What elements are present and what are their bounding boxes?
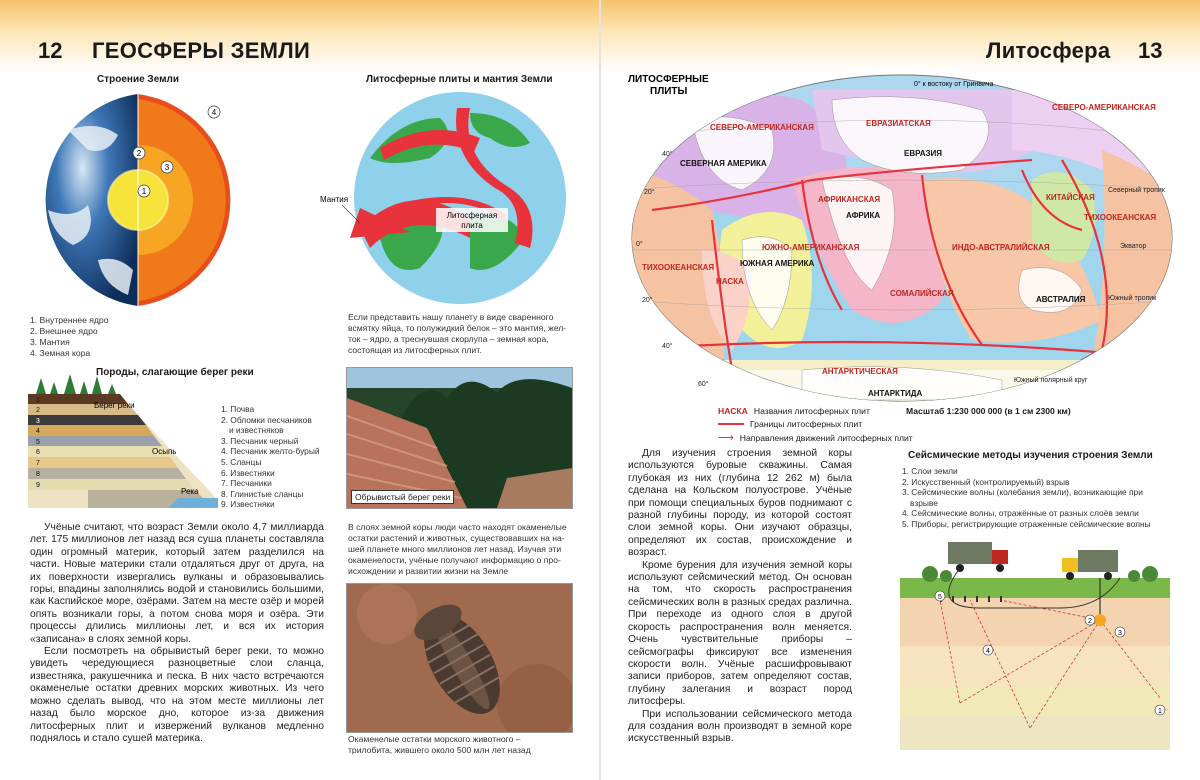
earth-structure-diagram (28, 90, 253, 308)
left-body-text: Учёные считают, что возраст Земли около 4,7 миллиарда лет. 175 миллионов лет назад вся суша планеты составляла один огромный материк, который затем разделился на части. Новые материки стали отдаляться друг от друга, на их поверхности извергались вулканы и образовывались горы, впадины заполнялись водой и становились большими, как Каспийское море, озёрами. Затем на месте озёр и морей опять возникали горы, а потом снова моря и озёра. Эти процессы длились миллионы лет, и вся их история «записана» в слоях земной коры. Если посмотреть на обрывистый берег реки, то можно увидеть чередующиеся разноцветные слои сланца, известняка, ракушечника и песка. В них часто встречаются окаменелые остатки древних морских животных. Из чего можно сделать вывод, что на этом месте миллионы лет назад было морское дно, которое из-за движения литосферных плит и извержений вулканов медленно поднялось и стало сушей материка. (30, 522, 324, 744)
deg-4: 40° (662, 343, 673, 350)
marker-4: 4 (211, 108, 217, 117)
map-title-2: ПЛИТЫ (650, 86, 688, 97)
label-mantle: Мантия (320, 195, 349, 204)
fossil-caption: Окаменелые остатки морского животного – трилобита, жившего около 500 млн лет назад (348, 734, 531, 755)
seismic-marker-3: 3 (1118, 630, 1122, 637)
plate-label-6: ТИХООКЕАНСКАЯ (642, 263, 715, 272)
deg-3: 20° (642, 297, 653, 304)
deg-5: 60° (698, 381, 709, 388)
layer-num-6: 6 (36, 449, 40, 456)
layer-num-8: 8 (36, 471, 40, 478)
plate-label-5: ИНДО-АВСТРАЛИЙСКАЯ (952, 243, 1050, 252)
label-river-bank: Берег реки (94, 401, 135, 410)
continent-1: ЕВРАЗИЯ (904, 149, 943, 158)
arrow-icon: ⟶ (718, 432, 734, 444)
marker-1: 1 (141, 187, 147, 196)
line-equator: Экватор (1120, 243, 1147, 250)
legend-sample: НАСКА (718, 406, 748, 416)
rocks-title: Породы, слагающие берег реки (96, 367, 254, 378)
seismic-marker-5: 5 (938, 594, 942, 601)
plates-mantle-title: Литосферные плиты и мантия Земли (366, 74, 553, 85)
plate-label-9: АНТАРКТИЧЕСКАЯ (822, 367, 898, 376)
continent-0: СЕВЕРНАЯ АМЕРИКА (680, 159, 767, 168)
line-south-tropic: Южный тропик (1108, 295, 1157, 302)
seismic-marker-4: 4 (986, 648, 990, 655)
lithosphere-plates-map (622, 70, 1178, 405)
label-river: Река (181, 487, 199, 496)
rocks-list: 1. Почва 2. Обломки песчаников и известняков 3. Песчаник черный 4. Песчаник желто-бурый 5. Сланцы 6. Известняки 7. Песчаники 8. Глинистые сланцы 9. Известняки (221, 404, 320, 510)
page-number-left: 12 (38, 38, 63, 63)
page-title-right: Литосфера (986, 38, 1111, 63)
map-title-1: ЛИТОСФЕРНЫЕ (628, 74, 709, 85)
legend-names: НАСКА Названия литосферных плит (718, 406, 870, 416)
continent-2: АФРИКА (846, 211, 881, 220)
marker-3: 3 (164, 163, 170, 172)
plate-label-0: СЕВЕРО-АМЕРИКАНСКАЯ (710, 123, 814, 132)
layer-num-5: 5 (36, 439, 40, 446)
earth-structure-legend: 1. Внутреннее ядро 2. Внешнее ядро 3. Мантия 4. Земная кора (30, 315, 109, 358)
layer-num-1: 1 (36, 397, 40, 404)
layer-num-3: 3 (36, 418, 40, 425)
fossil-text: В слоях земной коры люди часто находят окаменелые остатки растений и животных, существовавших на на- шей планете много миллионов лет назад. Изучая эти окаменелости, учёные получают информацию о про- исхождении и развитии жизни на Земле (348, 522, 567, 576)
seismic-marker-2: 2 (1088, 618, 1092, 625)
border-line-icon (718, 423, 744, 425)
river-bank-diagram (28, 370, 218, 508)
line-north-tropic: Северный тропик (1108, 187, 1165, 194)
trilobite-photo (346, 583, 573, 733)
river-bank-photo (346, 367, 573, 509)
map-greenwich: 0° к востоку от Гринвича (914, 81, 994, 88)
plates-mantle-diagram (320, 88, 575, 308)
layer-num-2: 2 (36, 407, 40, 414)
layer-num-4: 4 (36, 428, 40, 435)
deg-2: 0° (636, 241, 643, 248)
continent-5: АНТАРКТИДА (868, 389, 923, 398)
page-number-right: 13 (1138, 38, 1163, 63)
seismic-title: Сейсмические методы изучения строения Земли (908, 450, 1153, 461)
label-scree: Осыпь (152, 447, 177, 456)
layer-num-7: 7 (36, 460, 40, 467)
label-plate-1: Литосферная (446, 211, 498, 220)
plate-label-11: КИТАЙСКАЯ (1046, 193, 1095, 202)
layer-num-9: 9 (36, 482, 40, 489)
plate-label-7: ТИХООКЕАНСКАЯ (1084, 213, 1157, 222)
seismic-marker-1: 1 (1158, 708, 1162, 715)
line-south-polar: Южный полярный круг (1014, 377, 1088, 384)
plate-label-1: ЕВРАЗИАТСКАЯ (866, 119, 931, 128)
legend-borders: Границы литосферных плит (718, 419, 862, 429)
plate-label-3: АФРИКАНСКАЯ (818, 195, 881, 204)
plate-label-10: СОМАЛИЙСКАЯ (890, 289, 954, 298)
page-gutter (599, 0, 601, 780)
label-plate-2: плита (461, 221, 483, 230)
right-body-text: Для изучения строения земной коры используются буровые скважины. Самая глубокая из них (глубина 12 262 м) была сделана на Кольском полуострове. Учёные при помощи специальных буров поднимают с разной глубины породу, из которой состоят слои земной коры. Они изучают образцы, определяют их состав, происхождение и возраст. Кроме бурения для изучения земной коры используют сейсмический метод. Он основан на том, что скорость распространения сейсмических волн в разных средах различна. При переходе из одного слоя в другой скорость распространения волн меняется. Очень чувствительные приборы – сейсмографы фиксируют все изменения скорости волн. Учёные расшифровывают записи приборов, затем определяют состав, глубину залегания и возраст пород литосферы. При использовании сейсмического метода для создания волн производят в земной коре искусственный взрыв. (628, 448, 852, 745)
plate-label-2: СЕВЕРО-АМЕРИКАНСКАЯ (1052, 103, 1156, 112)
marker-2: 2 (136, 149, 142, 158)
seismic-diagram (900, 538, 1170, 750)
continent-4: АВСТРАЛИЯ (1036, 295, 1086, 304)
continent-3: ЮЖНАЯ АМЕРИКА (740, 259, 815, 268)
seismic-list: 1. Слои земли 2. Искусственный (контролируемый) взрыв 3. Сейсмические волны (колебания земли), возникающие при взрыве 4. Сейсмические волны, отражённые от разных слоёв земли 5. Приборы, регистрирующие отраженные сейсмические волны (902, 466, 1151, 529)
earth-structure-title: Строение Земли (97, 74, 180, 85)
legend-directions: ⟶ Направления движений литосферных плит (718, 432, 913, 444)
map-scale: Масштаб 1:230 000 000 (в 1 см 2300 км) (906, 406, 1071, 416)
deg-0: 40° (662, 151, 673, 158)
plate-label-4: ЮЖНО-АМЕРИКАНСКАЯ (762, 243, 860, 252)
photo-caption: Обрывистый берег реки (351, 490, 454, 504)
plate-label-8: НАСКА (716, 277, 744, 286)
page-title-left: ГЕОСФЕРЫ ЗЕМЛИ (92, 38, 311, 63)
plates-mantle-caption: Если представить нашу планету в виде сваренного всмятку яйца, то полужидкий белок – это мантия, жел- ток – ядро, а треснувшая скорлупа – земная кора, состоящая из литосферных плит. (348, 312, 567, 355)
deg-1: 20° (644, 189, 655, 196)
